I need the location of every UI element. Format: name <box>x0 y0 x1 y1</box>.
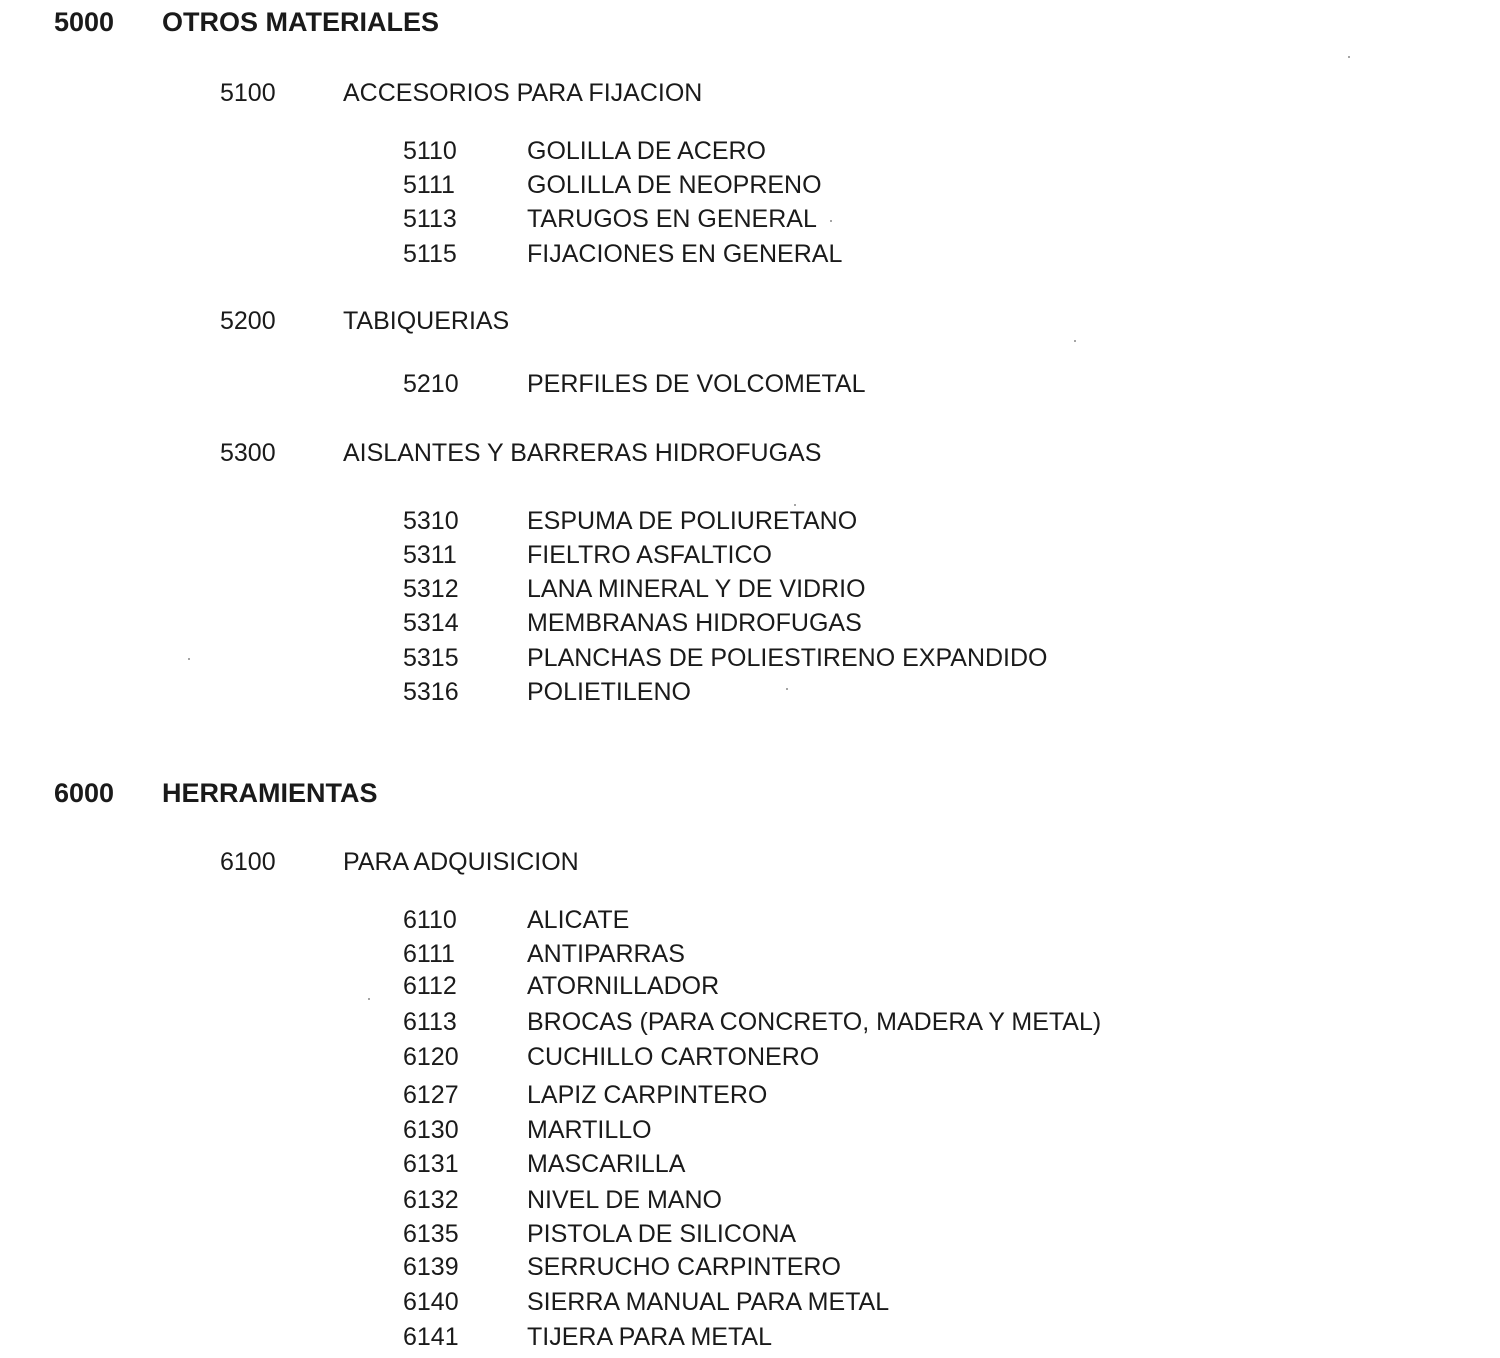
list-item <box>0 969 1500 1003</box>
item-code: 5311 <box>403 541 457 569</box>
item-title: FIELTRO ASFALTICO <box>527 541 772 569</box>
item-title: PISTOLA DE SILICONA <box>527 1220 797 1248</box>
scan-speck <box>786 688 788 690</box>
subsection-heading <box>0 845 1500 879</box>
item-code: 5310 <box>403 507 459 535</box>
list-item <box>0 1113 1500 1147</box>
scan-speck <box>1348 56 1350 58</box>
subsection-title: PARA ADQUISICION <box>343 848 579 876</box>
subsection-heading <box>0 436 1500 470</box>
section-title: HERRAMIENTAS <box>162 778 378 808</box>
item-code: 6111 <box>403 940 455 968</box>
subsection-code: 5200 <box>220 307 276 335</box>
item-title: MEMBRANAS HIDROFUGAS <box>527 609 862 637</box>
item-code: 6110 <box>403 906 457 934</box>
list-item <box>0 1320 1500 1354</box>
item-code: 5113 <box>403 205 457 233</box>
list-item <box>0 134 1500 168</box>
item-code: 5111 <box>403 171 455 199</box>
item-title: ANTIPARRAS <box>527 940 685 968</box>
item-code: 5210 <box>403 370 459 398</box>
item-title: GOLILLA DE NEOPRENO <box>527 171 822 199</box>
item-code: 6135 <box>403 1220 459 1248</box>
item-title: BROCAS (PARA CONCRETO, MADERA Y METAL) <box>527 1008 1102 1036</box>
item-code: 6139 <box>403 1253 459 1281</box>
subsection-heading <box>0 76 1500 110</box>
list-item <box>0 504 1500 538</box>
item-code: 6113 <box>403 1008 457 1036</box>
item-code: 5312 <box>403 575 459 603</box>
item-title: PLANCHAS DE POLIESTIRENO EXPANDIDO <box>527 644 1048 672</box>
list-item <box>0 1040 1500 1074</box>
list-item <box>0 1078 1500 1112</box>
item-title: GOLILLA DE ACERO <box>527 137 766 165</box>
list-item <box>0 903 1500 937</box>
item-code: 6130 <box>403 1116 459 1144</box>
item-title: SERRUCHO CARPINTERO <box>527 1253 841 1281</box>
item-code: 6127 <box>403 1081 459 1109</box>
list-item <box>0 1217 1500 1251</box>
section-title: OTROS MATERIALES <box>162 7 440 37</box>
item-title: ATORNILLADOR <box>527 972 720 1000</box>
list-item <box>0 675 1500 709</box>
scan-speck <box>188 658 190 660</box>
list-item <box>0 1285 1500 1319</box>
list-item <box>0 202 1500 236</box>
item-code: 6112 <box>403 972 457 1000</box>
item-title: MASCARILLA <box>527 1150 686 1178</box>
item-title: ALICATE <box>527 906 630 934</box>
item-title: MARTILLO <box>527 1116 652 1144</box>
item-code: 6132 <box>403 1186 459 1214</box>
item-code: 5115 <box>403 240 457 268</box>
item-title: FIJACIONES EN GENERAL <box>527 240 843 268</box>
scan-speck <box>794 504 796 506</box>
list-item <box>0 1147 1500 1181</box>
list-item <box>0 168 1500 202</box>
item-code: 6141 <box>403 1323 459 1351</box>
item-title: LANA MINERAL Y DE VIDRIO <box>527 575 866 603</box>
item-title: NIVEL DE MANO <box>527 1186 722 1214</box>
subsection-code: 5300 <box>220 439 276 467</box>
subsection-title: TABIQUERIAS <box>343 307 510 335</box>
subsection-code: 6100 <box>220 848 276 876</box>
subsection-code: 5100 <box>220 79 276 107</box>
section-heading <box>0 5 1500 39</box>
list-item <box>0 572 1500 606</box>
scan-speck <box>830 220 832 222</box>
section-code: 5000 <box>54 7 115 37</box>
item-title: TIJERA PARA METAL <box>527 1323 772 1351</box>
item-code: 5314 <box>403 609 459 637</box>
list-item <box>0 1183 1500 1217</box>
item-title: ESPUMA DE POLIURETANO <box>527 507 858 535</box>
section-code: 6000 <box>54 778 115 808</box>
list-item <box>0 1250 1500 1284</box>
list-item <box>0 937 1500 971</box>
item-code: 5315 <box>403 644 459 672</box>
item-code: 6120 <box>403 1043 459 1071</box>
scan-speck <box>368 998 370 1000</box>
item-title: TARUGOS EN GENERAL <box>527 205 817 233</box>
list-item <box>0 367 1500 401</box>
section-heading <box>0 776 1500 810</box>
item-code: 6140 <box>403 1288 459 1316</box>
list-item <box>0 1005 1500 1039</box>
list-item <box>0 538 1500 572</box>
item-title: POLIETILENO <box>527 678 691 706</box>
list-item <box>0 606 1500 640</box>
item-code: 5316 <box>403 678 459 706</box>
list-item <box>0 641 1500 675</box>
list-item <box>0 237 1500 271</box>
item-title: SIERRA MANUAL PARA METAL <box>527 1288 890 1316</box>
subsection-title: AISLANTES Y BARRERAS HIDROFUGAS <box>343 439 822 467</box>
scan-speck <box>1074 340 1076 342</box>
subsection-title: ACCESORIOS PARA FIJACION <box>343 79 703 107</box>
item-title: PERFILES DE VOLCOMETAL <box>527 370 866 398</box>
item-code: 5110 <box>403 137 457 165</box>
subsection-heading <box>0 304 1500 338</box>
item-title: LAPIZ CARPINTERO <box>527 1081 768 1109</box>
item-title: CUCHILLO CARTONERO <box>527 1043 820 1071</box>
item-code: 6131 <box>403 1150 459 1178</box>
